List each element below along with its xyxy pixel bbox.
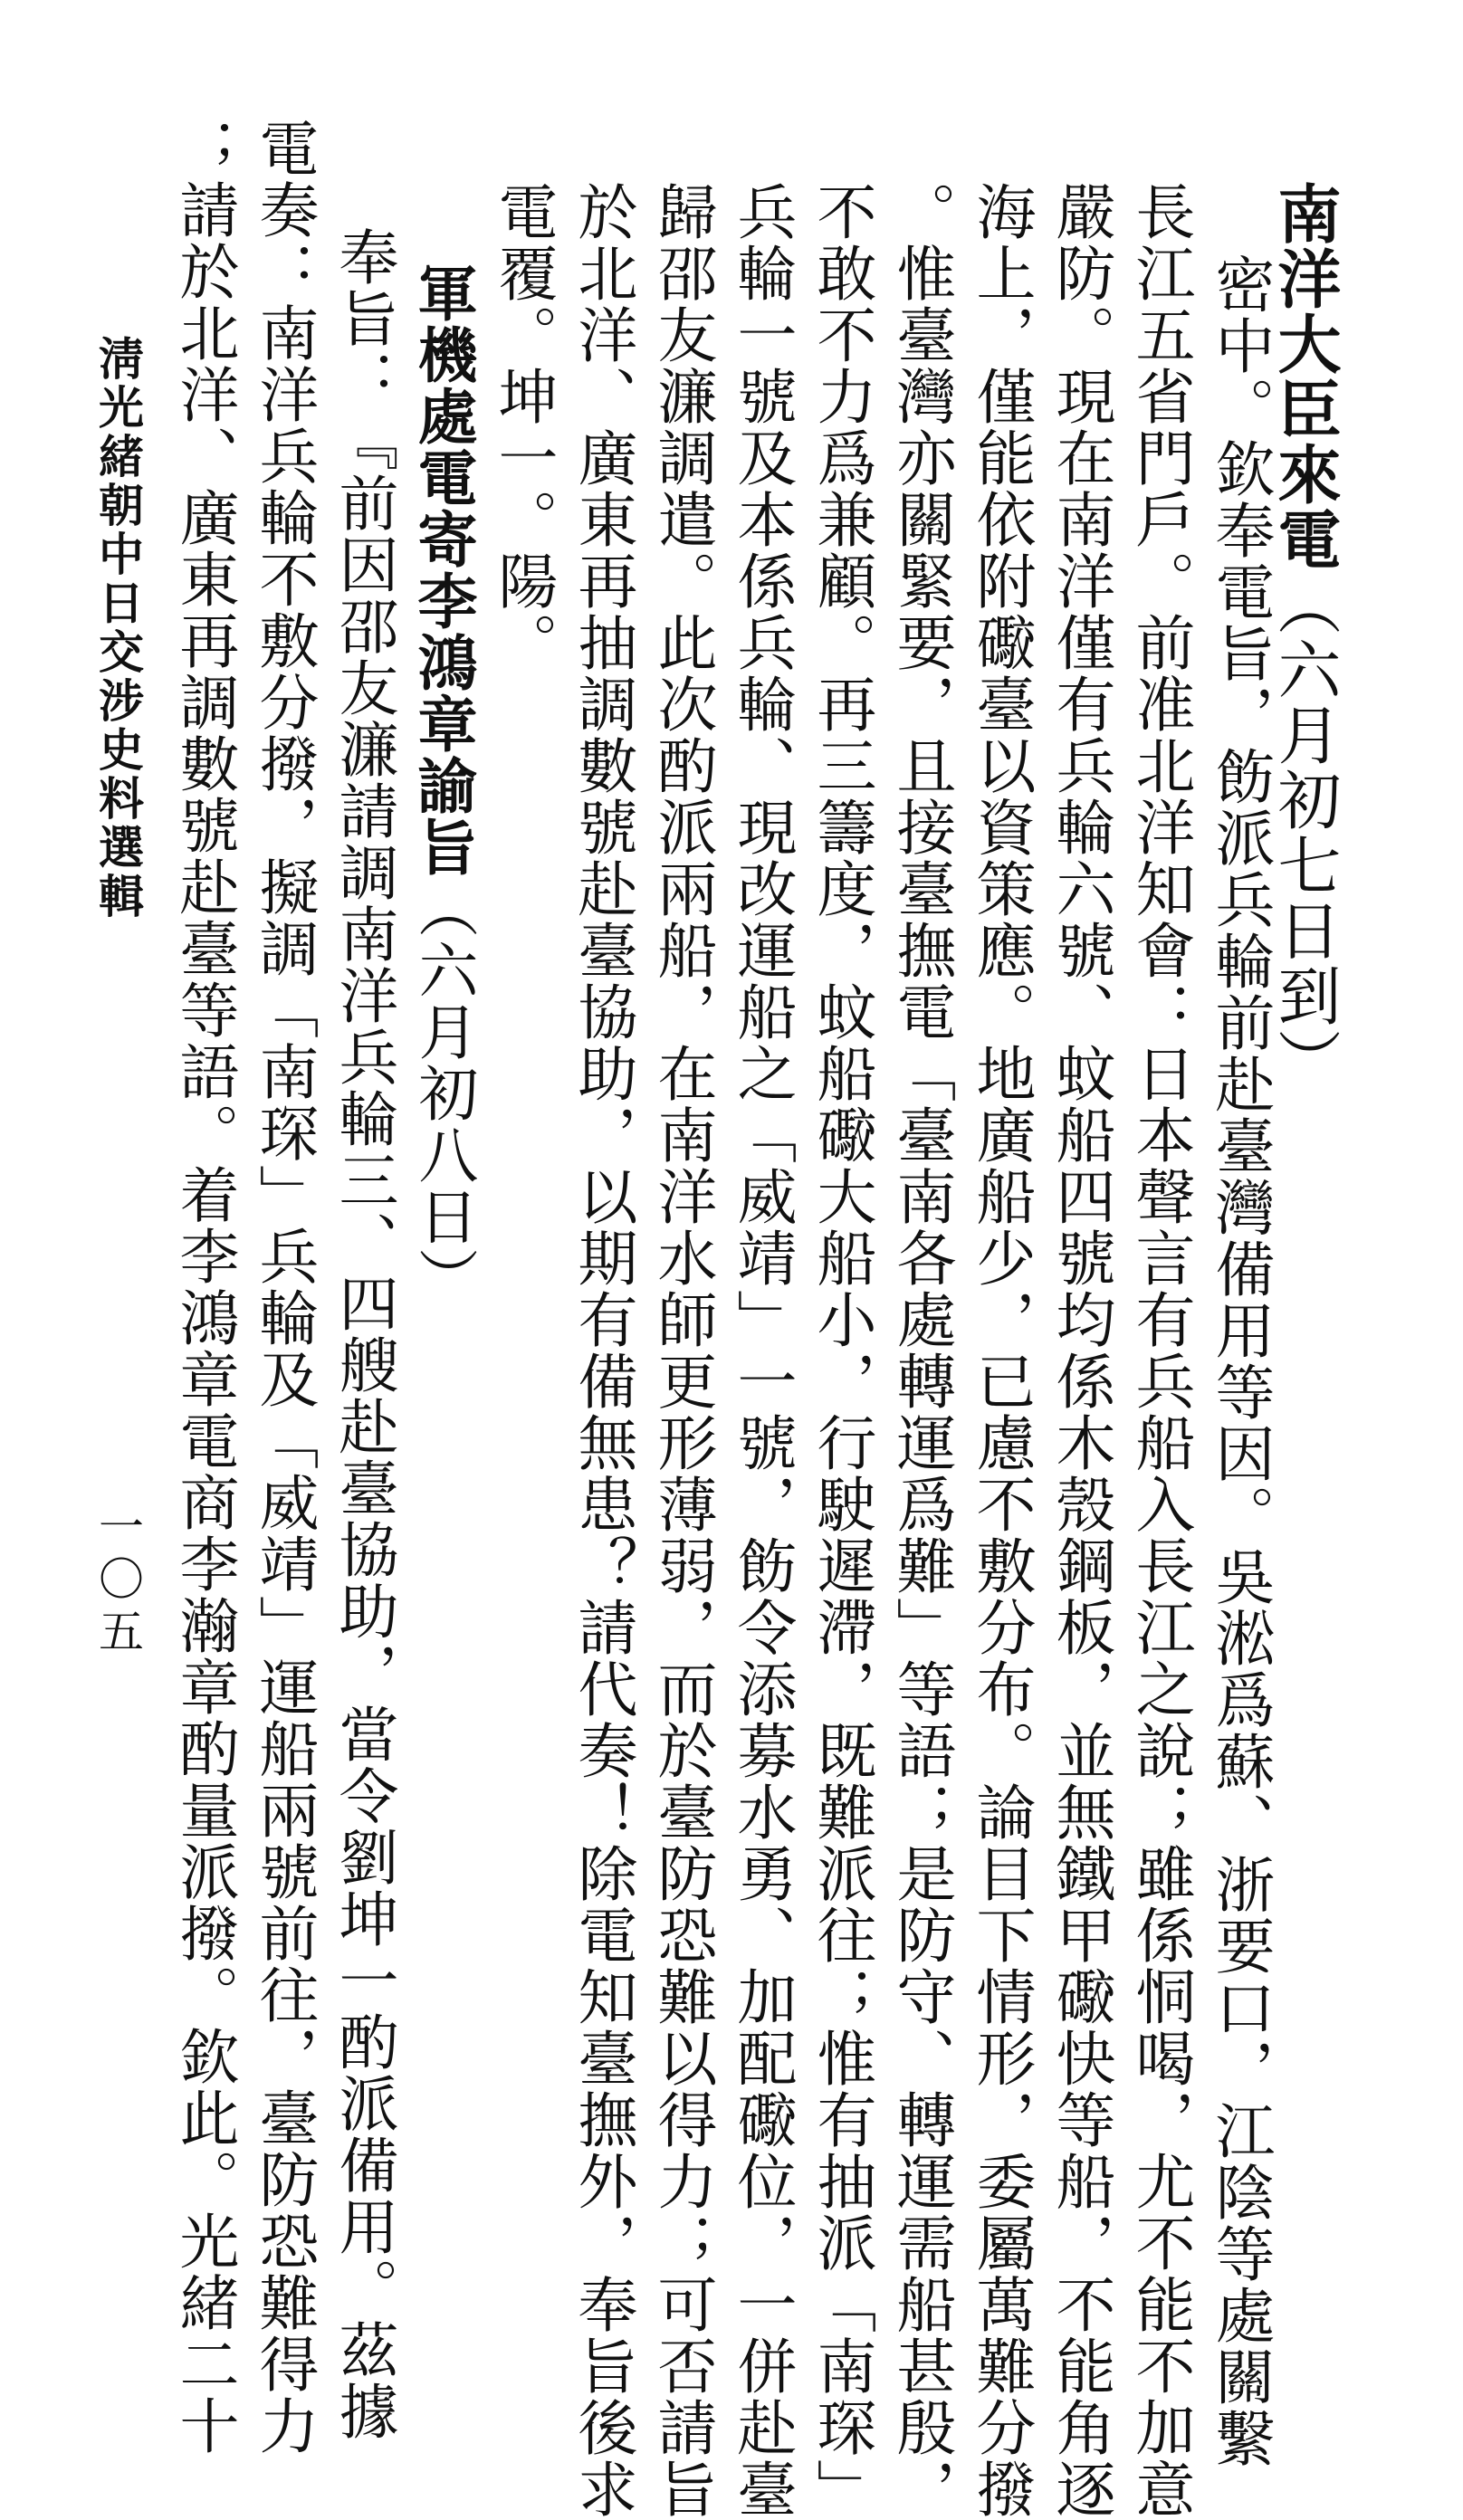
section1-title-note: （六月初七日到） <box>1267 572 1342 1093</box>
section1-line: 不敢不力爲兼顧。再三籌度，蚊船礮大船小，行駛遲滯，既難派往；惟有抽派「南琛」 <box>807 181 876 2520</box>
section1-line: 兵輪一號及本係兵輪、現改運船之「威靖」一號，飭令添募水勇、加配礮位，一併赴臺 <box>727 181 797 2520</box>
section1-title: 南洋大臣來電 <box>1267 181 1343 572</box>
section1-line: 電覆。坤一。陽。 <box>488 181 558 673</box>
section1-line: 歸邵友濂調遣。此次酌派兩船，在南洋水師更形薄弱，而於臺防恐難以得力；可否請旨 <box>647 181 717 2520</box>
section2-title: 軍機處電寄李鴻章諭旨 <box>407 262 478 878</box>
section2-title-column <box>404 262 482 1309</box>
section1-line: 。惟臺灣亦關緊要，且接臺撫電「臺南各處轉運爲難」等語；是防守、轉運需船甚殷， <box>886 181 956 2520</box>
section2-line: 奉旨：『前因邵友濂請調南洋兵輪三、四艘赴臺協助，當令劉坤一酌派備用。茲據 <box>329 226 398 2442</box>
section1-line: 嚴防。現在南洋僅有兵輪六號、蚊船四號均係木殼鋼板，並無鐵甲礮快等船，不能角逐 <box>1046 181 1115 2520</box>
section2-title-note: （六月初八日） <box>408 878 478 1309</box>
page-number: 一〇五 <box>91 1503 144 1660</box>
section1-line: 長江五省門戶。前准北洋知會：日本聲言有兵船入長江之說；雖係恫喝，尤不能不加意 <box>1125 181 1195 2520</box>
section1-line: 海上，僅能依附礮臺以資策應。地廣船少，已慮不敷分布。論目下情形，委屬萬難分撥 <box>966 181 1036 2520</box>
book-title: 淸光緒朝中日交涉史料選輯 <box>91 335 145 921</box>
section2-line: 電奏：南洋兵輪不敷分撥，擬調「南琛」兵輪及「威靖」運船兩號前往，臺防恐難得力 <box>249 118 319 2457</box>
section1-line: 密中。欽奉電旨，飭派兵輪前赴臺灣備用等因。吳淞爲蘇、浙要口，江陰等處關繫 <box>1205 253 1275 2469</box>
section1-line: 於北洋、廣東再抽調數號赴臺協助，以期有備無患？請代奏！除電知臺撫外，奉旨後求 <box>568 181 637 2520</box>
section2-line: ；請於北洋、廣東再調數號赴臺等語。着李鴻章電商李瀚章酌量派撥。欽此。光緒二十 <box>169 118 239 2457</box>
